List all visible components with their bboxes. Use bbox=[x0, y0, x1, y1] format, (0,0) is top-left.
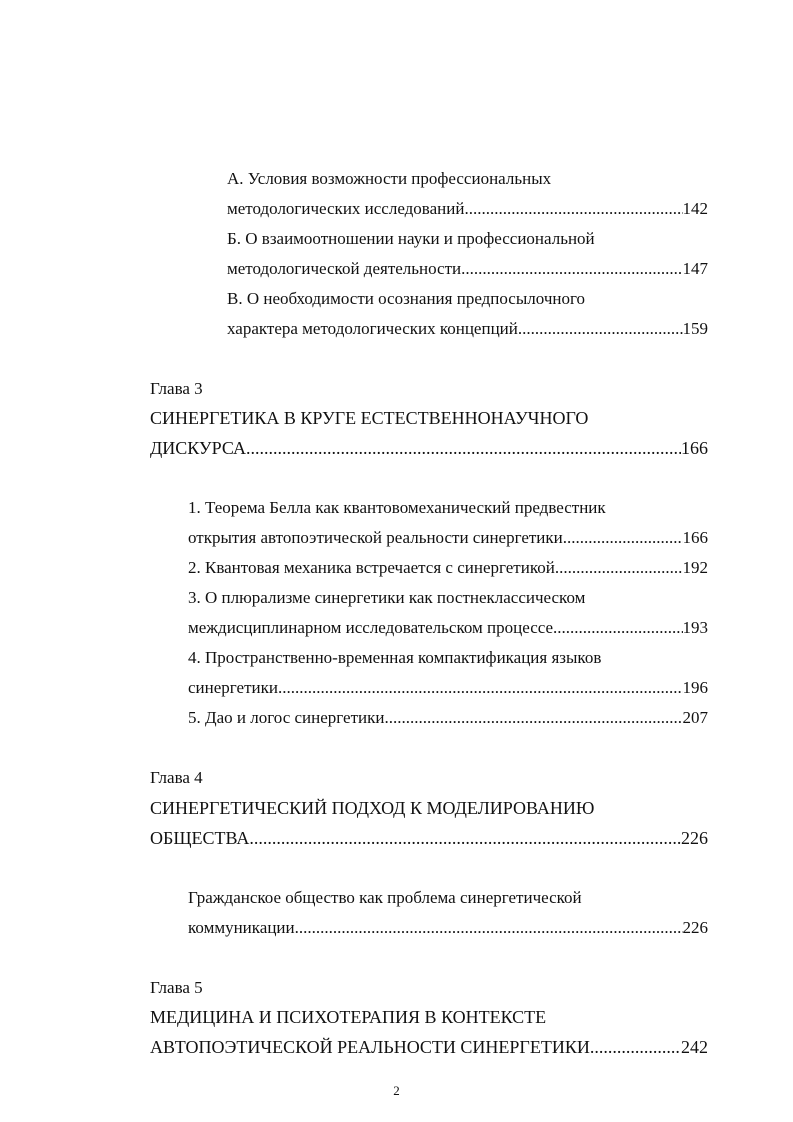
toc-entry-a[interactable] bbox=[227, 198, 708, 220]
dot-leader bbox=[246, 437, 681, 459]
dot-leader bbox=[518, 318, 683, 340]
toc-entry-v[interactable] bbox=[227, 318, 708, 340]
chapter-5-label: Глава 5 bbox=[150, 978, 203, 997]
dot-leader bbox=[555, 557, 683, 579]
ch4-item-title: коммуникации bbox=[188, 918, 295, 937]
ch3-item-5-page: 207 bbox=[682, 708, 708, 727]
ch3-item-1-line1: 1. Теорема Белла как квантовомеханический предвестник bbox=[188, 498, 606, 517]
dot-leader bbox=[553, 617, 682, 639]
ch3-item-3-page: 193 bbox=[682, 618, 708, 637]
ch4-item-page: 226 bbox=[682, 918, 708, 937]
ch3-item-4-line1: 4. Пространственно-временная компактификация языков bbox=[188, 648, 602, 667]
ch3-item-3-line1: 3. О плюрализме синергетики как постнеклассическом bbox=[188, 588, 586, 607]
toc-entry-b-line1: Б. О взаимоотношении науки и профессиональной bbox=[227, 229, 595, 248]
chapter-3-title-line1: СИНЕРГЕТИКА В КРУГЕ ЕСТЕСТВЕННОНАУЧНОГО bbox=[150, 408, 589, 428]
dot-leader bbox=[563, 527, 683, 549]
chapter-5-title-line1: МЕДИЦИНА И ПСИХОТЕРАПИЯ В КОНТЕКСТЕ bbox=[150, 1007, 547, 1027]
chapter-4-label: Глава 4 bbox=[150, 768, 203, 787]
chapter-4-title-line1: СИНЕРГЕТИЧЕСКИЙ ПОДХОД К МОДЕЛИРОВАНИЮ bbox=[150, 798, 595, 818]
toc-entry-v-title: характера методологических концепций bbox=[227, 319, 518, 338]
ch3-item-3[interactable] bbox=[188, 617, 708, 639]
chapter-5-page: 242 bbox=[681, 1037, 708, 1057]
toc-entry-b[interactable] bbox=[227, 258, 708, 280]
ch4-item[interactable] bbox=[188, 917, 708, 939]
dot-leader bbox=[278, 677, 683, 699]
ch3-item-5-title: 5. Дао и логос синергетики bbox=[188, 708, 385, 727]
dot-leader bbox=[384, 707, 682, 729]
toc-entry-v-page: 159 bbox=[682, 319, 708, 338]
dot-leader bbox=[464, 198, 682, 220]
chapter-4-page: 226 bbox=[681, 828, 708, 848]
chapter-5-title-line2: АВТОПОЭТИЧЕСКОЙ РЕАЛЬНОСТИ СИНЕРГЕТИКИ bbox=[150, 1037, 590, 1057]
dot-leader bbox=[249, 827, 681, 849]
toc-entry-a-title: методологических исследований bbox=[227, 199, 465, 218]
ch3-item-4-title: синергетики bbox=[188, 678, 278, 697]
dot-leader bbox=[295, 917, 683, 939]
ch3-item-1[interactable] bbox=[188, 527, 708, 549]
toc-entry-a-page: 142 bbox=[682, 199, 708, 218]
page-number: 2 bbox=[393, 1083, 400, 1098]
ch3-item-5[interactable] bbox=[188, 707, 708, 729]
chapter-3-page: 166 bbox=[681, 438, 708, 458]
toc-entry-v-line1: В. О необходимости осознания предпосылочного bbox=[227, 289, 586, 308]
chapter-3-title[interactable] bbox=[150, 437, 708, 459]
chapter-4-title[interactable] bbox=[150, 827, 708, 849]
ch3-item-1-page: 166 bbox=[682, 528, 708, 547]
ch3-item-3-title: междисциплинарном исследовательском процессе bbox=[188, 618, 554, 637]
ch3-item-1-title: открытия автопоэтической реальности синергетики bbox=[188, 528, 563, 547]
toc-entry-a-line1: А. Условия возможности профессиональных bbox=[227, 169, 552, 188]
toc-entry-b-title: методологической деятельности bbox=[227, 259, 462, 278]
chapter-3-label: Глава 3 bbox=[150, 379, 203, 398]
ch3-item-2-title: 2. Квантовая механика встречается с синергетикой bbox=[188, 558, 555, 577]
chapter-4-title-line2: ОБЩЕСТВА bbox=[150, 828, 250, 848]
ch3-item-4[interactable] bbox=[188, 677, 708, 699]
dot-leader bbox=[590, 1036, 681, 1058]
ch4-item-line1: Гражданское общество как проблема синергетической bbox=[188, 888, 582, 907]
dot-leader bbox=[461, 258, 682, 280]
chapter-3-title-line2: ДИСКУРСА bbox=[150, 438, 247, 458]
toc-entry-b-page: 147 bbox=[682, 259, 708, 278]
ch3-item-2-page: 192 bbox=[682, 558, 708, 577]
ch3-item-2[interactable] bbox=[188, 557, 708, 579]
chapter-5-title[interactable] bbox=[150, 1036, 708, 1058]
ch3-item-4-page: 196 bbox=[682, 678, 708, 697]
